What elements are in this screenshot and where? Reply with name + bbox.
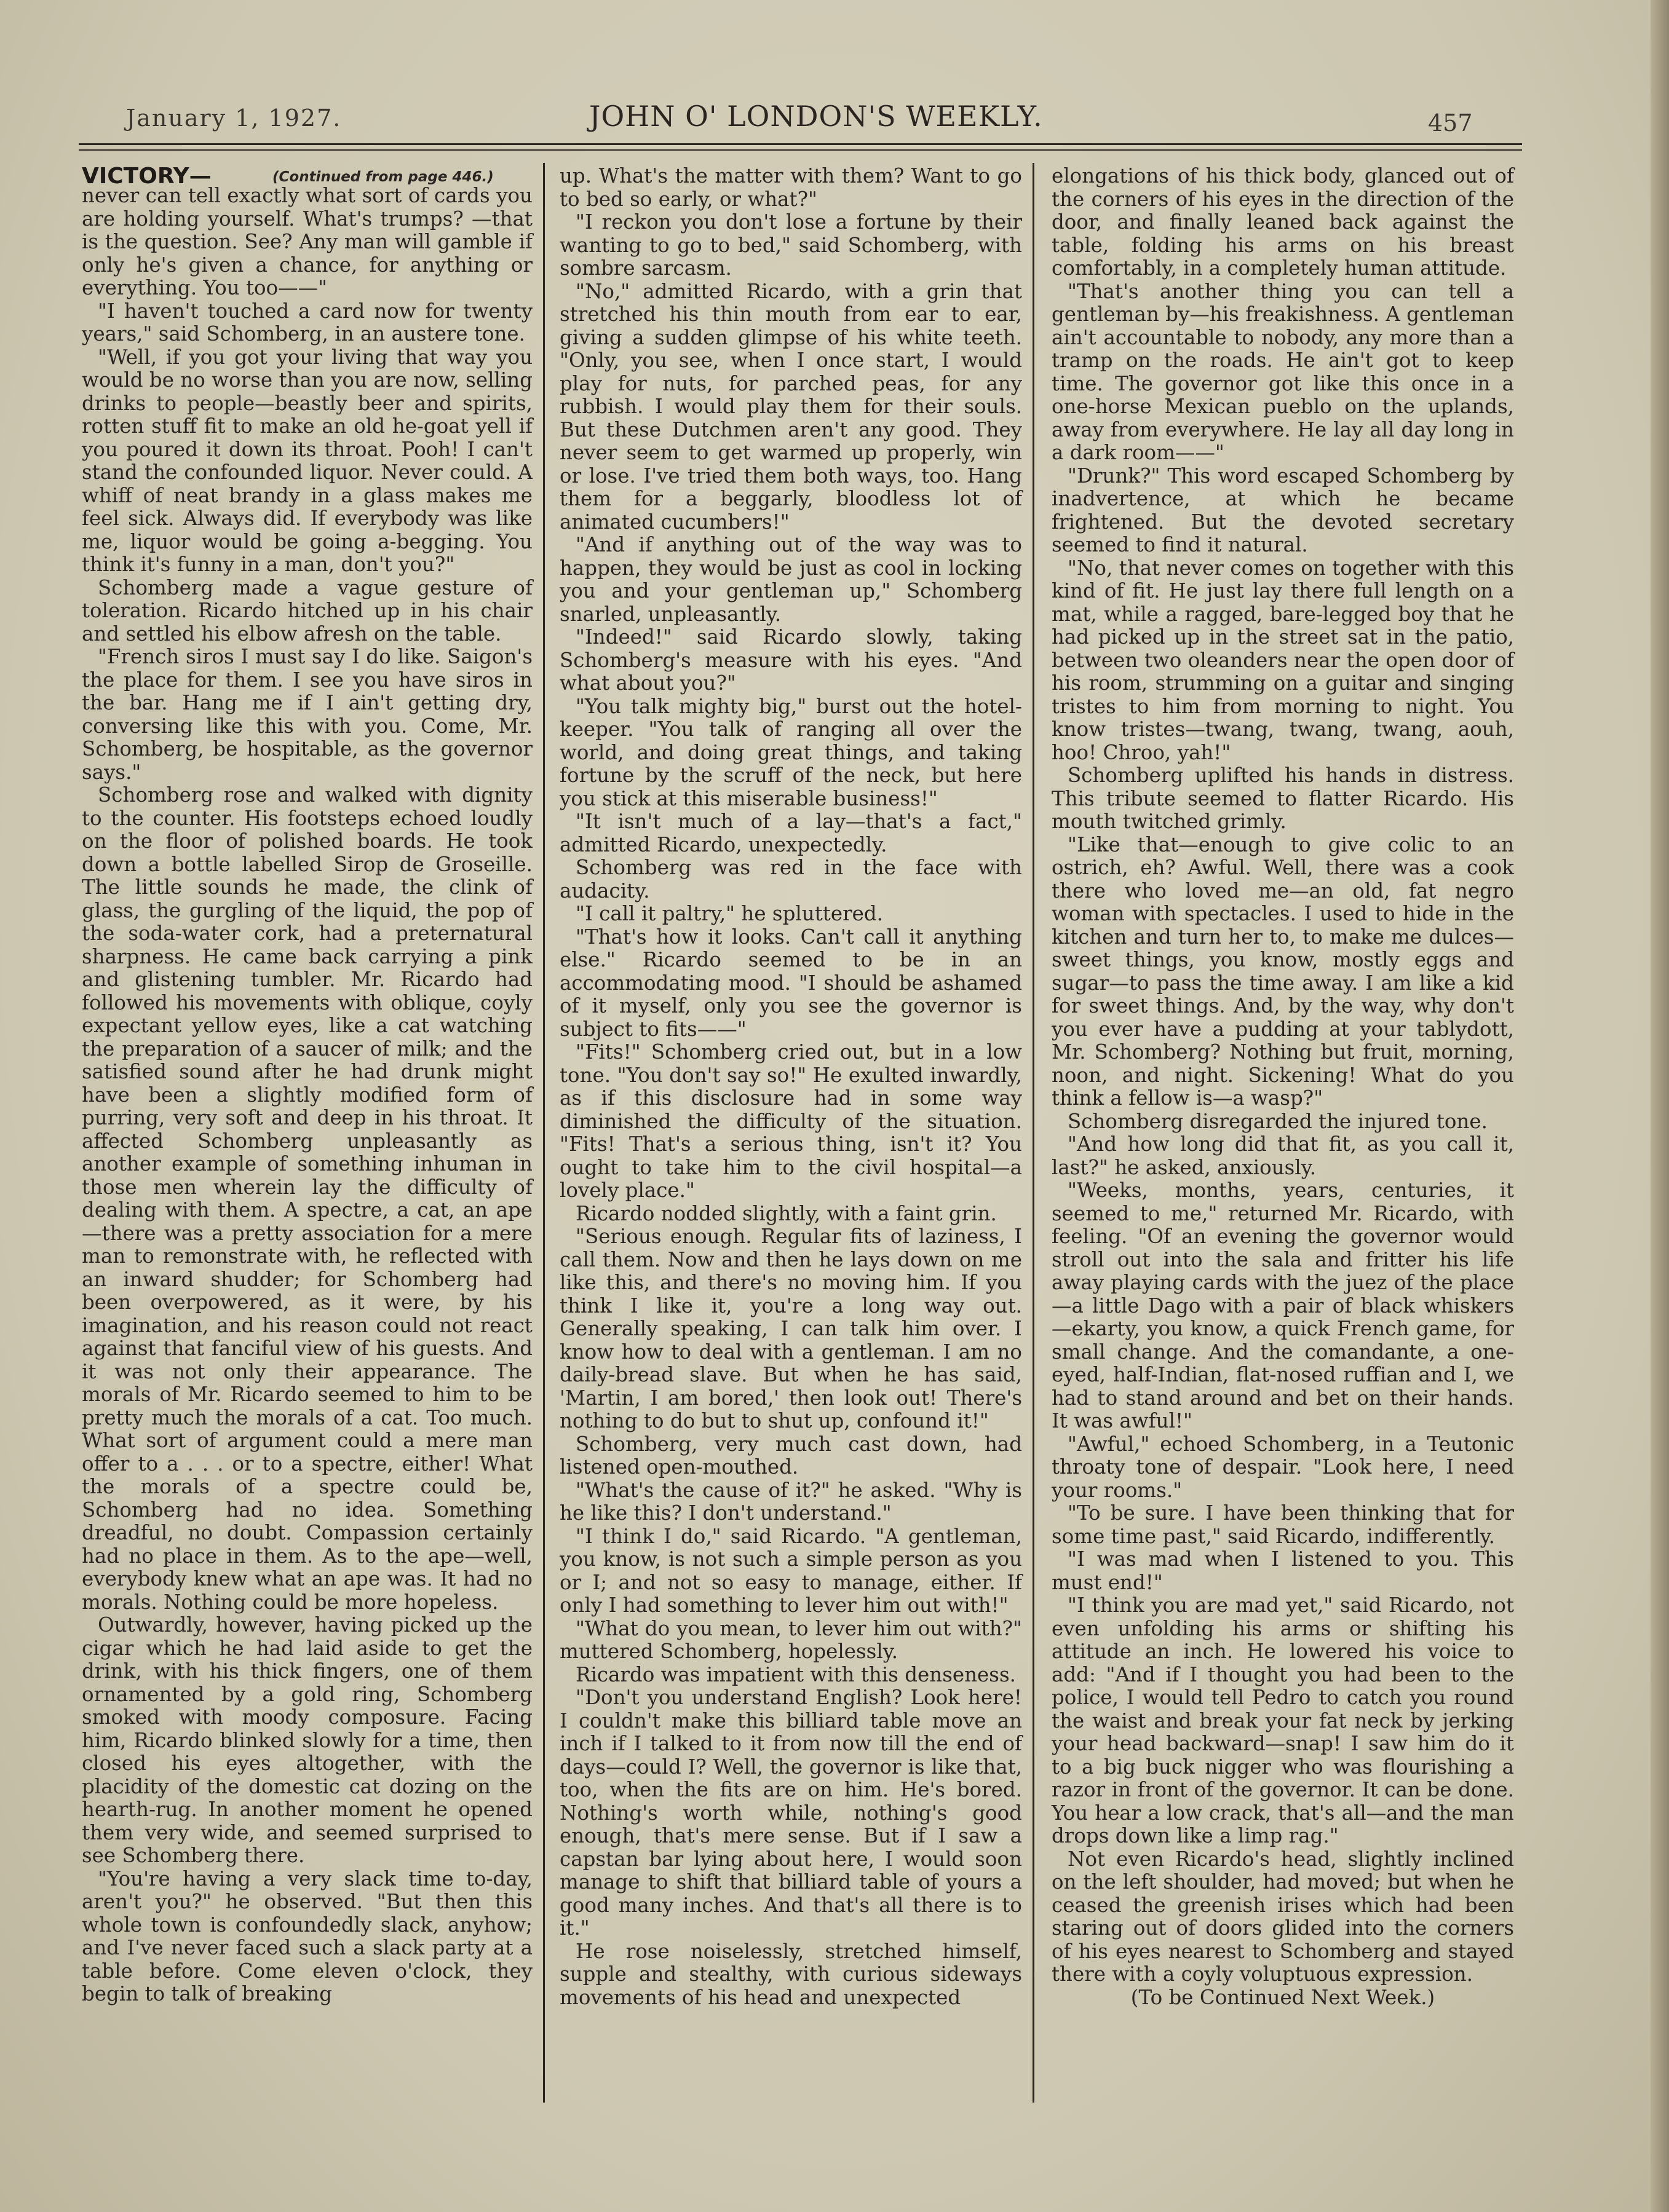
paragraph: "And if anything out of the way was to happen, they would be just as cool in locking you and your gentleman up," Schomberg snarled, unpleasantly. (560, 533, 1022, 626)
paragraph: Schomberg rose and walked with dignity to the counter. His footsteps echoed loudly on the floor of polished boards. He took down a bottle labelled Sirop de Groseille. The little sounds he made, the clink of glass, the gurgling of the liquid, the pop of the soda-water cork, had a preternatural sharpness. He came back carrying a pink and glistening tumbler. Mr. Ricardo had followed his movements with oblique, coyly expectant yellow eyes, like a cat watching the preparation of a saucer of milk; and the satisfied sound after he had drunk might have been a slightly modified form of purring, very soft and deep in his throat. It affected Schomberg unpleasantly as another example of something inhuman in those men wherein lay the difficulty of dealing with them. A spectre, a cat, an ape—there was a pretty association for a mere man to remonstrate with, he reflected with an inward shudder; for Schomberg had been overpowered, as it were, by his imagination, and his reason could not react against that fanciful view of his guests. And it was not only their appearance. The morals of Mr. Ricardo seemed to him to be pretty much the morals of a cat. Too much. What sort of argument could a mere man offer to a . . . or to a spectre, either! What the morals of a spectre could be, Schomberg had no idea. Something dreadful, no doubt. Compassion certainly had no place in them. As to the ape—well, everybody knew what an ape was. It had no morals. Nothing could be more hopeless. (82, 783, 533, 1614)
page-number: 457 (1428, 109, 1473, 136)
paragraph: "What do you mean, to lever him out with?" muttered Schomberg, hopelessly. (560, 1616, 1022, 1663)
paragraph: "I think you are mad yet," said Ricardo, not even unfolding his arms or shifting his attitude an inch. He lowered his voice to add: "And if I thought you had been to the police, I would tell Pedro to catch you round the waist and break your fat neck by jerking your head backward—snap! I saw him do it to a big buck nigger who was flourishing a razor in front of the governor. It can be done. You hear a low crack, that's all—and the man drops down like a limp rag." (1052, 1594, 1514, 1847)
publication-title: JOHN O' LONDON'S WEEKLY. (589, 100, 1043, 133)
paragraph: "It isn't much of a lay—that's a fact," admitted Ricardo, unexpectedly. (560, 810, 1022, 856)
paragraph: "That's another thing you can tell a gentleman by—his freakishness. A gentleman ain't accountable to nobody, any more than a tramp on the roads. He ain't got to keep time. The governor got like this once in a one-horse Mexican pueblo on the uplands, away from everywhere. He lay all day long in a dark room——" (1052, 279, 1514, 464)
paragraph: Schomberg made a vague gesture of toleration. Ricardo hitched up in his chair and settled his elbow afresh on the table. (82, 575, 533, 646)
header-rule-bottom (79, 149, 1522, 151)
paragraph: "Weeks, months, years, centuries, it seemed to me," returned Mr. Ricardo, with feeling. "Of an evening the governor would stroll out into the sala and fritter his life away playing cards with the juez of the place—a little Dago with a pair of black whiskers—ekarty, you know, a quick French game, for small change. And the comandante, a one-eyed, half-Indian, flat-nosed ruffian and I, we had to stand around and bet on their hands. It was awful!" (1052, 1179, 1514, 1432)
paragraph: "To be sure. I have been thinking that for some time past," said Ricardo, indifferently. (1052, 1501, 1514, 1548)
continued-from-note: (Continued from page 446.) (272, 169, 494, 185)
paragraph: "Indeed!" said Ricardo slowly, taking Schomberg's measure with his eyes. "And what about you?" (560, 625, 1022, 695)
paragraph: up. What's the matter with them? Want to go to bed so early, or what?" (560, 164, 1022, 211)
paragraph: Schomberg was red in the face with audacity. (560, 856, 1022, 903)
paragraph: "Don't you understand English? Look here! I couldn't make this billiard table move an inch if I talked to it from now till the end of days—could I? Well, the governor is like that, too, when the fits are on him. He's bored. Nothing's worth while, nothing's good enough, that's mere sense. But if I saw a capstan bar lying about here, I would soon manage to shift that billiard table of yours a good many inches. And that's all there is to it." (560, 1686, 1022, 1940)
paragraph: "No," admitted Ricardo, with a grin that stretched his thin mouth from ear to ear, giving a sudden glimpse of his white teeth. "Only, you see, when I once start, I would play for nuts, for parched peas, for any rubbish. I would play them for their souls. But these Dutchmen aren't any good. They never seem to get warmed up properly, win or lose. I've tried them both ways, too. Hang them for a beggarly, bloodless lot of animated cucumbers!" (560, 279, 1022, 534)
paragraph: "Awful," echoed Schomberg, in a Teutonic throaty tone of despair. "Look here, I need your rooms." (1052, 1432, 1514, 1502)
paragraph: "I call it paltry," he spluttered. (576, 902, 883, 925)
paragraph: Ricardo was impatient with this denseness. (576, 1662, 1016, 1686)
paragraph: "You talk mighty big," burst out the hotel-keeper. "You talk of ranging all over the world, and doing great things, and taking fortune by the scruff of the neck, but here you stick at this miserable business!" (560, 694, 1022, 810)
header-rule-top (79, 143, 1522, 145)
paragraph: Not even Ricardo's head, slightly inclined on the left shoulder, had moved; but when he ceased the greenish irises which had been staring out of doors glided into the corners of his eyes nearest to Schomberg and stayed there with a coyly voluptuous expression. (1052, 1847, 1514, 1986)
paragraph: "I was mad when I listened to you. This must end!" (1052, 1547, 1514, 1594)
paragraph: "That's how it looks. Can't call it anything else." Ricardo seemed to be in an accommodating mood. "I should be ashamed of it myself, only you see the governor is subject to fits——" (560, 925, 1022, 1041)
paragraph: Ricardo nodded slightly, with a faint grin. (576, 1201, 997, 1225)
paragraph: "I think I do," said Ricardo. "A gentleman, you know, is not such a simple person as you or I; and not so easy to manage, either. If only I had something to lever him out with!" (560, 1524, 1022, 1617)
text-column-3 (1052, 165, 1514, 2009)
paragraph: "French siros I must say I do like. Saigon's the place for them. I see you have siros in the bar. Hang me if I ain't getting dry, conversing like this with you. Come, Mr. Schomberg, be hospitable, as the governor says." (82, 645, 533, 784)
paragraph: "Well, if you got your living that way you would be no worse than you are now, selling drinks to people—beastly beer and spirits, rotten stuff fit to make an old he-goat yell if you poured it down its throat. Pooh! I can't stand the confounded liquor. Never could. A whiff of neat brandy in a glass makes me feel sick. Always did. If everybody was like me, liquor would be going a-begging. You think it's funny in a man, don't you?" (82, 345, 533, 576)
paragraph: "Fits!" Schomberg cried out, but in a low tone. "You don't say so!" He exulted inwardly, as if this disclosure had in some way diminished the difficulty of the situation. "Fits! That's a serious thing, isn't it? You ought to take him to the civil hospital—a lovely place." (560, 1040, 1022, 1202)
paragraph: Outwardly, however, having picked up the cigar which he had laid aside to get the drink, with his thick fingers, one of them ornamented by a gold ring, Schomberg smoked with moody composure. Facing him, Ricardo blinked slowly for a time, then closed his eyes altogether, with the placidity of the domestic cat dozing on the hearth-rug. In another moment he opened them very wide, and seemed surprised to see Schomberg there. (82, 1613, 533, 1867)
paragraph: never can tell exactly what sort of cards you are holding yourself. What's trumps? —that is the question. See? Any man will gamble if only he's given a chance, for anything or everything. You too——" (82, 184, 533, 299)
paragraph: "Drunk?" This word escaped Schomberg by inadvertence, at which he became frightened. But the devoted secretary seemed to find it natural. (1052, 464, 1514, 556)
article-title: VICTORY— (82, 164, 212, 189)
paragraph: "And how long did that fit, as you call it, last?" he asked, anxiously. (1052, 1132, 1514, 1179)
paragraph: Schomberg uplifted his hands in distress. This tribute seemed to flatter Ricardo. His mouth twitched grimly. (1052, 764, 1514, 833)
paragraph: "You're having a very slack time to-day, aren't you?" he observed. "But then this whole town is confoundedly slack, anyhow; and I've never faced such a slack party at a table before. Come eleven o'clock, they begin to talk of breaking (82, 1866, 533, 2005)
paragraph: "Serious enough. Regular fits of laziness, I call them. Now and then he lays down on me like this, and there's no moving him. If you think I like it, you're a long way out. Generally speaking, I can talk him over. I know how to deal with a gentleman. I am no daily-bread slave. But when he has said, 'Martin, I am bored,' then look out! There's nothing to do but to shut up, confound it!" (560, 1225, 1022, 1432)
paragraph: "Like that—enough to give colic to an ostrich, eh? Awful. Well, there was a cook there who loved me—an old, fat negro woman with spectacles. I used to hide in the kitchen and turn her to, to make me dulces—sweet things, you know, mostly eggs and sugar—to pass the time away. I am like a kid for sweet things. And, by the way, why don't you ever have a pudding at your tablydott, Mr. Schomberg? Nothing but fruit, morning, noon, and night. Sickening! What do you think a fellow is—a wasp?" (1052, 832, 1514, 1110)
text-column-1 (82, 184, 533, 2006)
column-divider-2 (1033, 163, 1034, 2103)
paragraph: Schomberg disregarded the injured tone. (1068, 1109, 1488, 1133)
column-divider-1 (543, 163, 545, 2103)
paragraph: "What's the cause of it?" he asked. "Why is he like this? I don't understand." (560, 1478, 1022, 1525)
text-column-2 (560, 165, 1022, 2009)
paragraph: elongations of his thick body, glanced out of the corners of his eyes in the direction of the door, and finally leaned back against the table, folding his arms on his breast comfortably, in a completely human attitude. (1052, 164, 1514, 280)
paragraph: "I reckon you don't lose a fortune by their wanting to go to bed," said Schomberg, with sombre sarcasm. (560, 210, 1022, 280)
paragraph: Schomberg, very much cast down, had listened open-mouthed. (560, 1432, 1022, 1479)
page-binding-edge (1651, 0, 1669, 2212)
paragraph: "No, that never comes on together with this kind of fit. He just lay there full length on a mat, while a ragged, bare-legged boy that he had picked up in the street sat in the patio, between two oleanders near the open door of his room, strumming on a guitar and singing tristes to him from morning to night. You know tristes—twang, twang, twang, aouh, hoo! Chroo, yah!" (1052, 556, 1514, 764)
paragraph: He rose noiselessly, stretched himself, supple and stealthy, with curious sideways movements of his head and unexpected (560, 1939, 1022, 2009)
to-be-continued-note: (To be Continued Next Week.) (1130, 1985, 1435, 2009)
issue-date: January 1, 1927. (126, 105, 342, 132)
paragraph: "I haven't touched a card now for twenty years," said Schomberg, in an austere tone. (82, 299, 533, 346)
